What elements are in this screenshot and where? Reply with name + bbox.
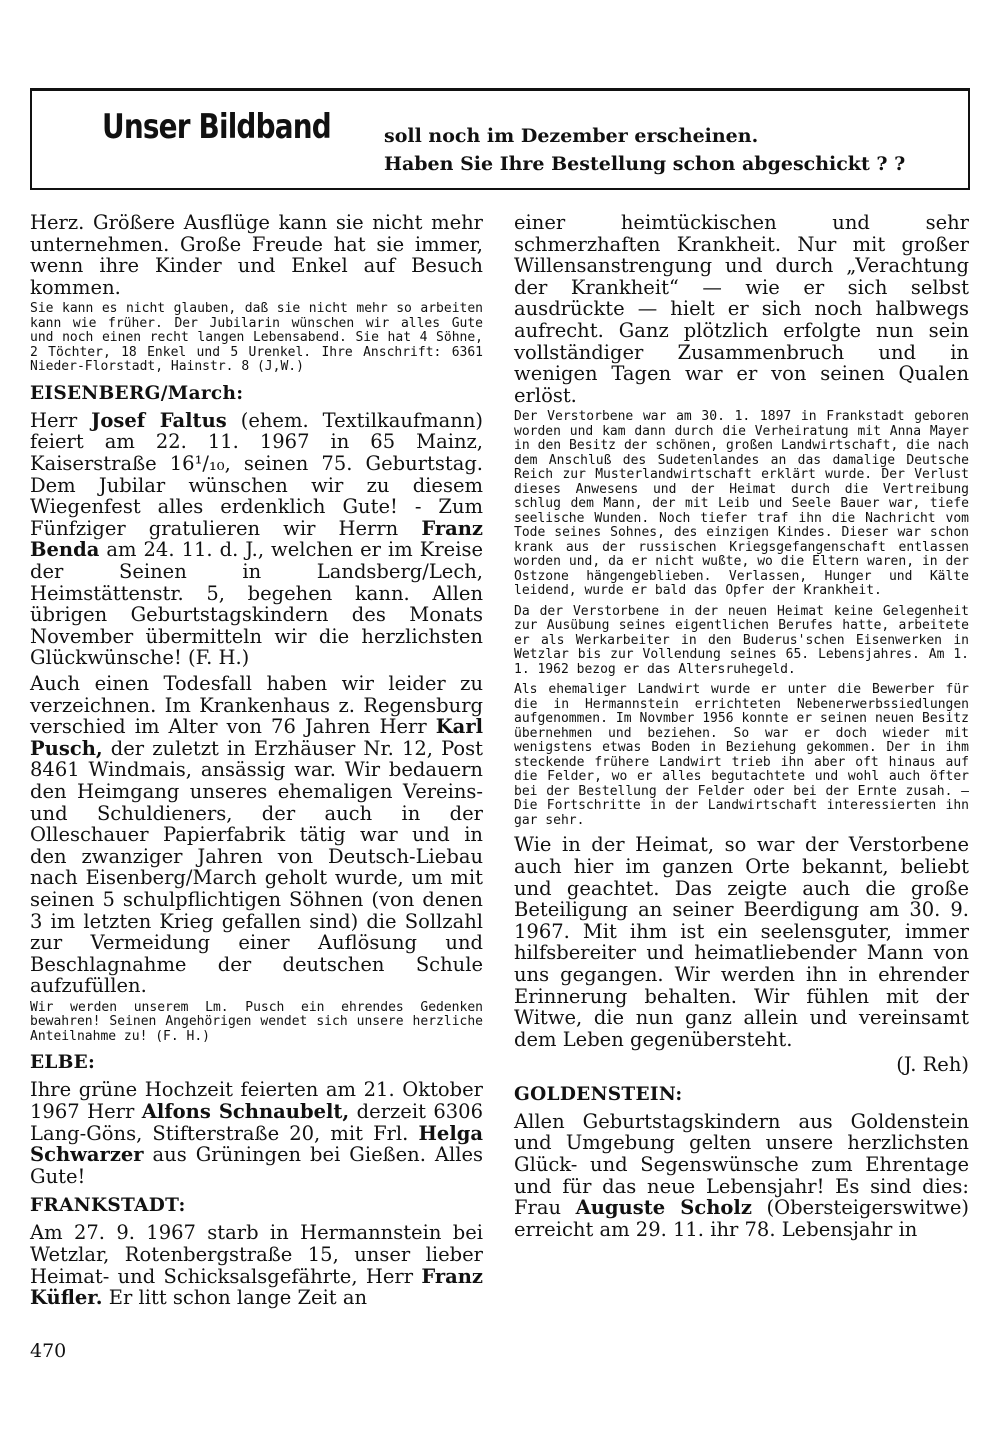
- small-print-paragraph: Sie kann es nicht glauben, daß sie nicht mehr so arbeiten kann wie früher. Der Jubilarin wünschen wir alles Gute und noch einen recht langen Lebensabend. Sie hat 4 Söhne, 2 Töchter, 18 Enkel und 5 Urenkel. Ihre Anschrift: 6361 Nieder-Florstadt, Hainstr. 8 (J,W.): [30, 301, 483, 375]
- article-paragraph: Herr Josef Faltus (ehem. Textilkaufmann) feiert am 22. 11. 1967 in 65 Mainz, Kaiserstraße 16¹/₁₀, seinen 75. Geburtstag. Dem Jubilar wünschen wir zu diesem Wiegenfest alles erdenklich Gute! - Zum Fünfziger gratulieren wir Herrn Franz Benda am 24. 11. d. J., welchen er im Kreise der Seinen in Landsberg/Lech, Heimstättenstr. 5, begehen kann. Allen übrigen Geburtstagskindern des Monats November übermitteln wir die herzlichsten Glückwünsche! (F. H.): [30, 408, 484, 670]
- left-column: [30, 212, 483, 1313]
- small-print-paragraph: Wir werden unserem Lm. Pusch ein ehrendes Gedenken bewahren! Seinen Angehörigen wendet sich unsere herzliche Anteilnahme zu! (F. H.): [30, 999, 483, 1044]
- section-heading-elbe: ELBE:: [30, 1052, 96, 1074]
- person-name: Karl Pusch,: [30, 715, 483, 760]
- banner-text-line2: Haben Sie Ihre Bestellung schon abgeschickt ? ?: [384, 153, 906, 175]
- person-name: Josef Faltus: [91, 408, 227, 432]
- small-print-paragraph: Als ehemaliger Landwirt wurde er unter die Bewerber für die in Hermannstein errichteten Nebenerwerbssiedlungen aufgenommen. Im Novmber 1956 konnte er seinen neuen Besitz übernehmen und beziehen. So war er doch wieder mit wenigstens etwas Boden in Beziehung gekommen. Der in ihm steckende frühere Landwirt trieb ihn aber oft hinaus auf die Felder, wo er alles begutachtete und wohl auch öfter bei der Bestellung der Felder oder bei der Ernte zusah. — Die Fortschritte in der Landwirtschaft interessierten ihn gar sehr.: [514, 682, 969, 828]
- article-paragraph: Am 27. 9. 1967 starb in Hermannstein bei Wetzlar, Rotenbergstraße 15, unser lieber Heimat- und Schicksalsgefährte, Herr Franz Küfler. Er litt schon lange Zeit an: [30, 1221, 483, 1310]
- page-number: 470: [30, 1340, 67, 1362]
- person-name: Helga Schwarzer: [30, 1121, 483, 1167]
- person-name: Franz Benda: [30, 516, 483, 562]
- small-print-paragraph: Da der Verstorbene in der neuen Heimat keine Gelegenheit zur Ausübung seines eigentlichen Berufes hatte, arbeitete er als Werkarbeiter in den Buderus'schen Eisenwerken in Wetzlar bis zur Vollendung seines 65. Lebensjahres. Am 1. 1. 1962 bezog er das Altersruhegeld.: [514, 603, 969, 677]
- banner-text-line1: soll noch im Dezember erscheinen.: [384, 125, 759, 147]
- person-name: Alfons Schnaubelt,: [141, 1100, 350, 1123]
- article-paragraph: einer heimtückischen und sehr schmerzhaften Krankheit. Nur mit großer Willensanstrengung und durch „Verachtung der Krankheit“ — wie er sich selbst ausdrückte — hielt er sich noch halbwegs aufrecht. Ganz plötzlich erfolgte nun sein vollständiger Zusammenbruch und in wenigen Tagen war er von seinen Qualen erlöst.: [514, 211, 969, 407]
- section-heading-eisenberg: EISENBERG/March:: [30, 382, 244, 404]
- section-heading-goldenstein: GOLDENSTEIN:: [514, 1083, 683, 1105]
- article-paragraph: Herz. Größere Ausflüge kann sie nicht mehr unternehmen. Große Freude hat sie immer, wenn ihre Kinder und Enkel auf Besuch kommen.: [30, 211, 483, 299]
- right-column: [514, 212, 969, 1244]
- article-paragraph: Ihre grüne Hochzeit feierten am 21. Oktober 1967 Herr Alfons Schnaubelt, derzeit 6306 Lang-Göns, Stifterstraße 20, mit Frl. Helga Schwarzer aus Grüningen bei Gießen. Alles Gute!: [30, 1078, 483, 1188]
- small-print-paragraph: Der Verstorbene war am 30. 1. 1897 in Frankstadt geboren worden und kam dann durch die Verheiratung mit Anna Mayer in den Besitz der schönen, großen Landwirtschaft, die nach dem Anschluß des Sudetenlandes an das damalige Deutsche Reich zur Musterlandwirtschaft erklärt wurde. Der Verlust dieses Anwesens und der Heimat durch die Vertreibung schlug dem Mann, der mit Leib und Seele Bauer war, tiefe seelische Wunden. Noch tiefer traf ihn die Nachricht vom Tode seines Sohnes, des einzigen Kindes. Dieser war schon krank aus der russischen Kriegsgefangenschaft entlassen worden und, da er nicht wußte, wo die Eltern waren, in der Ostzone hängengeblieben. Verlassen, Hunger und Kälte leidend, wurde er bald das Opfer der Krankheit.: [514, 409, 969, 599]
- person-name: Auguste Scholz: [575, 1196, 752, 1220]
- person-name: Franz Küfler.: [30, 1264, 483, 1310]
- banner-title: Unser Bildband: [102, 107, 331, 147]
- article-paragraph: Auch einen Todesfall haben wir leider zu verzeichnen. Im Krankenhaus z. Regensburg verschied im Alter von 76 Jahren Herr Karl Pusch, der zuletzt in Erzhäuser Nr. 12, Post 8461 Windmais, ansässig war. Wir bedauern den Heimgang unseres ehemaligen Vereins- und Schuldieners, der auch in der Olleschauer Papierfabrik tätig war und in den zwanziger Jahren von Deutsch-Liebau nach Eisenberg/March geholt wurde, um mit seinen 5 schulpflichtigen Söhnen (von denen 3 im letzten Krieg gefallen sind) die Sollzahl zur Vermeidung einer Auflösung und Beschlagnahme der deutschen Schule aufzufüllen.: [30, 672, 483, 998]
- article-paragraph: Allen Geburtstagskindern aus Goldenstein und Umgebung gelten unsere herzlichsten Glück- und Segenswünsche zum Ehrentage und für das neue Lebensjahr! Es sind dies: Frau Auguste Scholz (Obersteigerswitwe) erreicht am 29. 11. ihr 78. Lebensjahr in: [514, 1109, 969, 1241]
- article-paragraph: Wie in der Heimat, so war der Verstorbene auch hier im ganzen Orte bekannt, beliebt und geachtet. Das zeigte auch die große Beteiligung an seiner Beerdigung am 30. 9. 1967. Mit ihm ist ein seelensguter, immer hilfsbereiter und heimatliebender Mann von uns gegangen. Wir werden ihn in ehrender Erinnerung behalten. Wir fühlen mit der Witwe, die nun ganz allein und vereinsamt dem Leben gegenübersteht.: [514, 833, 969, 1051]
- author-signature: (J. Reh): [896, 1053, 969, 1077]
- announcement-banner: [30, 88, 970, 190]
- section-heading-frankstadt: FRANKSTADT:: [30, 1195, 186, 1217]
